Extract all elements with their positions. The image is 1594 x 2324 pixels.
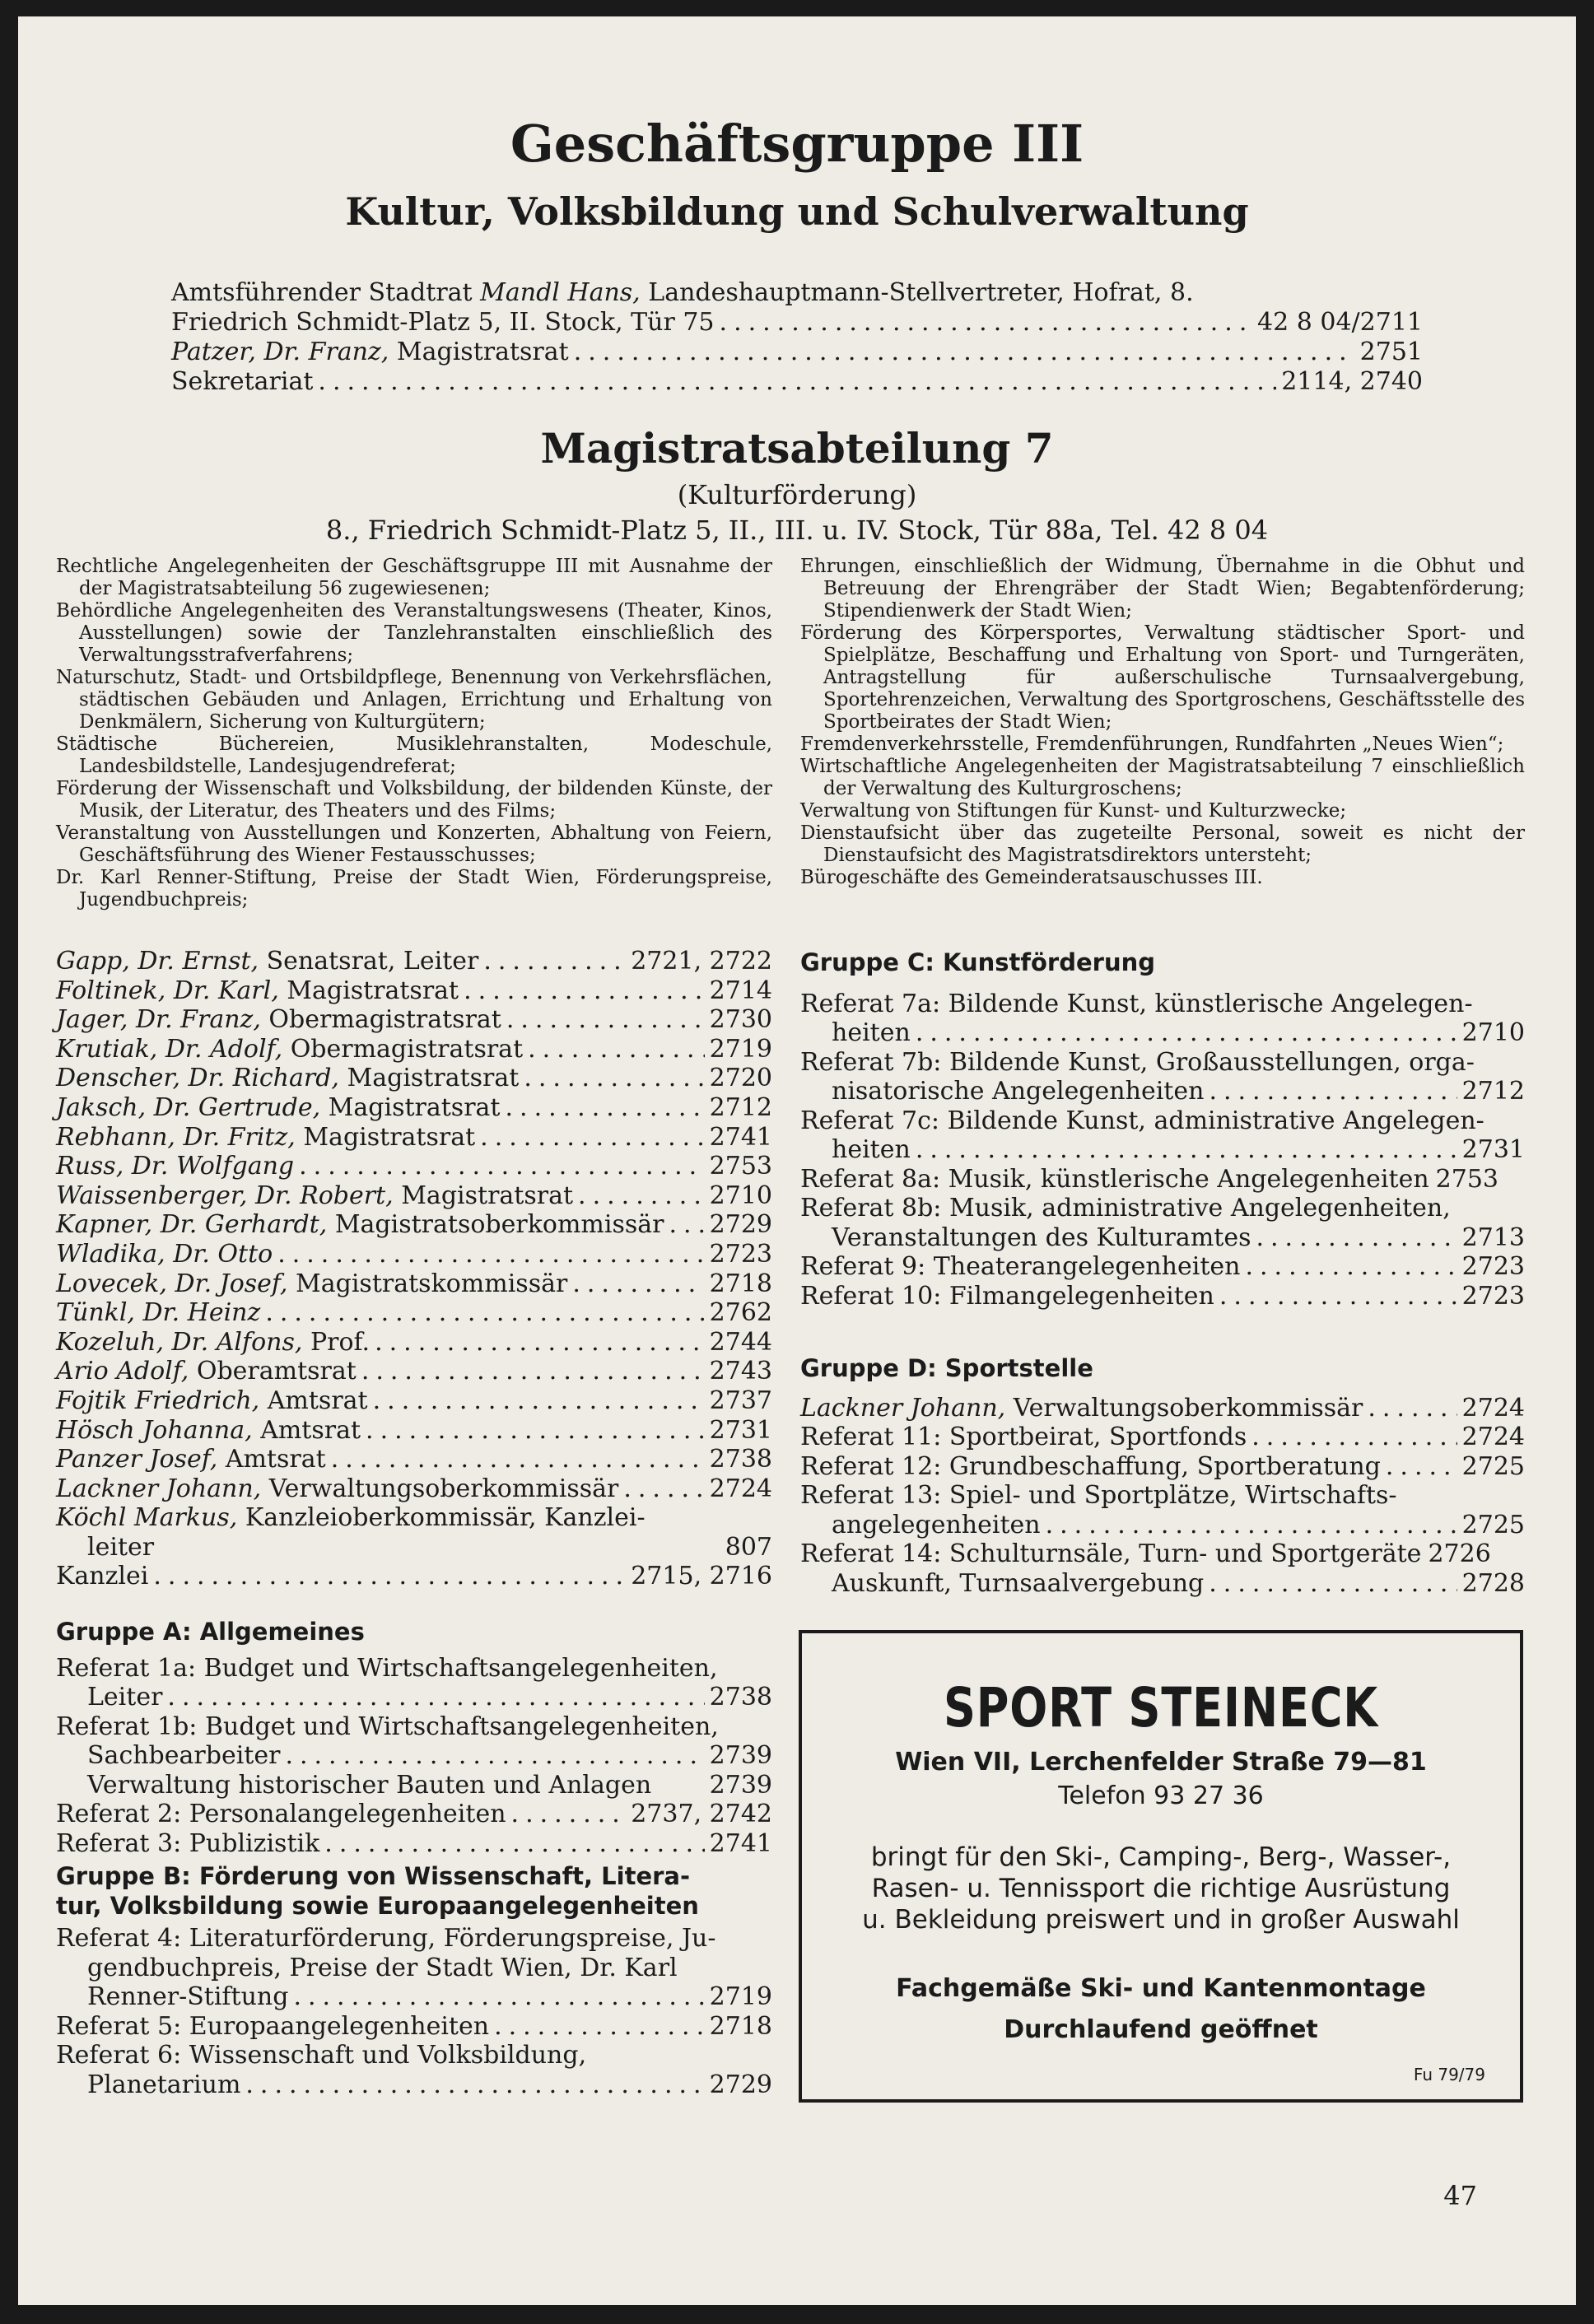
duty-item: Naturschutz, Stadt- und Ortsbildpflege, Benennung von Verkehrsflächen, städtischen Gebäuden und Anlagen, Errichtung und Erhaltung von Denkmälern, Sicherung von Kulturgütern; xyxy=(56,667,772,733)
staff-name: Jaksch, Dr. Gertrude, xyxy=(56,1092,321,1122)
staff-phone: 2730 xyxy=(709,1005,772,1035)
staff-row xyxy=(56,1269,772,1299)
duty-item: Förderung des Körpersportes, Verwaltung städtischer Sport- und Spielplätze, Beschaffung und Erhaltung von Sport- und Turngeräten, Antragstellung für außerschulische Turnsaalvergebung, Sportehrenzeichen, Verwaltung des Sportgroschens, Geschäftsstelle des Sportbeirates der Stadt Wien; xyxy=(800,622,1525,733)
staff-role: Senatsrat, Leiter xyxy=(266,947,479,976)
duty-item: Ehrungen, einschließlich der Widmung, Übernahme in die Obhut und Betreuung der Ehrengräber der Stadt Wien; Begabtenförderung; Stipendienwerk der Stadt Wien; xyxy=(800,556,1525,622)
staff-role: Magistratsoberkommissär xyxy=(334,1210,664,1240)
staff-phone: 2741 xyxy=(709,1122,772,1152)
staff-phone: 2723 xyxy=(709,1239,772,1269)
referat-13: Referat 13: Spiel- und Sportplätze, Wirtschafts- xyxy=(800,1481,1397,1510)
staff-phone: 2721, 2722 xyxy=(631,947,772,976)
staff-name: Lackner Johann, xyxy=(56,1474,262,1503)
staff-phone: 2712 xyxy=(709,1092,772,1122)
staff-phone: 2714 xyxy=(709,976,772,1005)
staff-row xyxy=(56,1035,772,1064)
staff-name: Fojtik Friedrich, xyxy=(56,1386,260,1415)
staff-role: Verwaltungsoberkommissär xyxy=(268,1474,619,1503)
staff-role: Amtsrat xyxy=(260,1415,361,1445)
staff-row xyxy=(56,1181,772,1211)
referat-4: Referat 4: Literaturförderung, Förderungspreise, Ju- xyxy=(56,1924,716,1953)
document-page xyxy=(18,16,1576,2305)
staff-phone: 2710 xyxy=(709,1181,772,1210)
duty-item: Dr. Karl Renner-Stiftung, Preise der Stadt Wien, Förderungspreise, Jugendbuchpreis; xyxy=(56,867,772,911)
referat-3: Referat 3: Publizistik ..... 2741 xyxy=(56,1829,772,1859)
duty-item: Behördliche Angelegenheiten des Veranstaltungswesens (Theater, Kinos, Ausstellungen) sowie der Tanzlehranstalten einschließlich des Verwaltungsstrafverfahrens; xyxy=(56,600,772,666)
staff-name: Denscher, Dr. Richard, xyxy=(56,1064,339,1093)
officer-line-3: Patzer, Dr. Franz, Magistratsrat ..... 2751 xyxy=(171,338,1423,367)
duties-right xyxy=(800,556,1525,889)
staff-role: Magistratsrat xyxy=(328,1092,501,1122)
referat-6: Referat 6: Wissenschaft und Volksbildung, xyxy=(56,2041,587,2070)
department-address: 8., Friedrich Schmidt-Platz 5, II., III. u. IV. Stock, Tür 88a, Tel. 42 8 04 xyxy=(325,515,1269,546)
staff-phone: 2753 xyxy=(709,1152,772,1181)
staff-row xyxy=(56,1474,772,1504)
gruppe-d-heading: Gruppe D: Sportstelle xyxy=(800,1354,1093,1382)
staff-role: Magistratsrat xyxy=(287,976,459,1005)
staff-name: Waissenberger, Dr. Robert, xyxy=(56,1181,394,1210)
ad-services: Fachgemäße Ski- und Kantenmontage Durchlaufend geöffnet xyxy=(896,1974,1426,2044)
staff-role: Oberamtsrat xyxy=(196,1357,357,1386)
ad-phone: Telefon 93 27 36 xyxy=(1058,1781,1264,1810)
staff-name: Wladika, Dr. Otto xyxy=(56,1239,273,1269)
department-subtitle: (Kulturförderung) xyxy=(677,479,917,510)
referat-5: Referat 5: Europaangelegenheiten ..... 2718 xyxy=(56,2012,772,2042)
staff-row xyxy=(56,1416,772,1446)
duty-item: Rechtliche Angelegenheiten der Geschäftsgruppe III mit Ausnahme der der Magistratsabteilung 56 zugewiesenen; xyxy=(56,556,772,599)
staff-role: Amtsrat xyxy=(267,1386,368,1415)
staff-row xyxy=(56,1445,772,1474)
staff-row: Köchl Markus, Kanzleioberkommissär, Kanzlei- xyxy=(56,1503,646,1533)
staff-name: Krutiak, Dr. Adolf, xyxy=(56,1034,283,1064)
staff-phone: 2731 xyxy=(709,1415,772,1445)
ad-code: Fu 79/79 xyxy=(1413,2065,1485,2084)
referat-1b: Referat 1b: Budget und Wirtschaftsangelegenheiten, xyxy=(56,1712,719,1741)
officer-line-4: Sekretariat ..... 2114, 2740 xyxy=(171,367,1423,397)
referat-7c: Referat 7c: Bildende Kunst, administrative Angelegen- xyxy=(800,1106,1484,1135)
gruppe-c-heading: Gruppe C: Kunstförderung xyxy=(800,948,1156,976)
referat-14: Referat 14: Schulturnsäle, Turn- und Sportgeräte 2726 xyxy=(800,1539,1491,1568)
staff-row xyxy=(56,1123,772,1153)
referat-11: Referat 11: Sportbeirat, Sportfonds ..... 2724 xyxy=(800,1423,1525,1452)
kanzlei-row: Kanzlei ..... 2715, 2716 xyxy=(56,1562,772,1591)
staff-phone: 2737 xyxy=(709,1386,772,1415)
advertisement-box xyxy=(799,1630,1523,2103)
duty-item: Städtische Büchereien, Musiklehranstalten, Modeschule, Landesbildstelle, Landesjugendreferat; xyxy=(56,734,772,777)
gruppe-d-lackner: Lackner Johann, Verwaltungsoberkommissär ..... 2724 xyxy=(800,1394,1525,1423)
staff-name: Kozeluh, Dr. Alfons, xyxy=(56,1327,303,1357)
staff-phone: 2724 xyxy=(709,1474,772,1503)
staff-name: Gapp, Dr. Ernst, xyxy=(56,947,259,976)
duty-item: Bürogeschäfte des Gemeinderatsauschusses III. xyxy=(800,867,1263,888)
duty-item: Förderung der Wissenschaft und Volksbildung, der bildenden Künste, der Musik, der Literatur, des Theaters und des Films; xyxy=(56,778,772,822)
staff-row xyxy=(56,1298,772,1328)
staff-role: Magistratsrat xyxy=(347,1064,520,1093)
duty-item: Verwaltung von Stiftungen für Kunst- und Kulturzwecke; xyxy=(800,800,1347,822)
staff-row xyxy=(56,1210,772,1240)
officer-block xyxy=(171,278,1423,397)
gruppe-b: Gruppe B: Förderung von Wissenschaft, Litera- tur, Volksbildung sowie Europaangelegenheiten Referat 4: Literaturförderung, Förderungspreise, Ju- gendbuchpreis, Preise der Stadt Wien, Dr. Karl Renner-Stiftung ..... 2719 Referat 5: Europaangelegenheiten ..... 2718 Referat 6: Wissenschaft und Volksbildung, Planetarium ..... 2729 xyxy=(56,1862,772,2099)
staff-name: Hösch Johanna, xyxy=(56,1415,253,1445)
staff-phone: 2744 xyxy=(709,1327,772,1357)
staff-phone: 2729 xyxy=(709,1210,772,1240)
page-title: Geschäftsgruppe III xyxy=(510,114,1084,174)
gruppe-b-heading-2: tur, Volksbildung sowie Europaangelegenheiten xyxy=(56,1891,699,1920)
officer-line-2: Friedrich Schmidt-Platz 5, II. Stock, Tür 75 ..... 42 8 04/2711 xyxy=(171,308,1423,338)
referat-12: Referat 12: Grundbeschaffung, Sportberatung ..... 2725 xyxy=(800,1452,1525,1482)
referat-7a: Referat 7a: Bildende Kunst, künstlerische Angelegen- xyxy=(800,989,1473,1018)
staff-name: Lovecek, Dr. Josef, xyxy=(56,1269,288,1298)
duty-item: Wirtschaftliche Angelegenheiten der Magistratsabteilung 7 einschließlich der Verwaltung des Kulturgroschens; xyxy=(800,756,1525,799)
staff-phone: 2720 xyxy=(709,1064,772,1093)
ad-body: bringt für den Ski-, Camping-, Berg-, Wasser-, Rasen- u. Tennissport die richtige Ausrüstung u. Bekleidung preiswert und in großer Auswahl xyxy=(862,1842,1460,1935)
referat-8b: Referat 8b: Musik, administrative Angelegenheiten, xyxy=(800,1194,1451,1223)
duty-item: Dienstaufsicht über das zugeteilte Personal, soweit es nicht der Dienstaufsicht des Magistratsdirektors untersteht; xyxy=(800,822,1525,866)
staff-phone: 2738 xyxy=(709,1445,772,1474)
gruppe-a: Gruppe A: Allgemeines Referat 1a: Budget und Wirtschaftsangelegenheiten, Leiter ..... 2738 Referat 1b: Budget und Wirtschaftsangelegenheiten, Sachbearbeiter ..... 2739 Verwaltung historischer Bauten und Anlagen 2739 Referat 2: Personalangelegenheiten ..... 2737, 2742 Referat 3: Publizistik ..... 2741 xyxy=(56,1618,772,1858)
staff-row xyxy=(56,1386,772,1416)
ad-brand: SPORT STEINECK xyxy=(943,1676,1379,1740)
gruppe-c: Gruppe C: Kunstförderung Referat 7a: Bildende Kunst, künstlerische Angelegen- heiten ..... 2710 Referat 7b: Bildende Kunst, Großausstellungen, orga- nisatorische Angelegenheiten ..... 2712 Referat 7c: Bildende Kunst, administrative Angelegen- heiten ..... 2731 Referat 8a: Musik, künstlerische Angelegenheiten 2753 Referat 8b: Musik, administrative Angelegenheiten, Veranstaltungen des Kulturamtes ..... 2713 Referat 9: Theaterangelegenheiten ..... 2723 Referat 10: Filmangelegenheiten ..... 2723 xyxy=(800,948,1525,1311)
referat-1a: Referat 1a: Budget und Wirtschaftsangelegenheiten, xyxy=(56,1653,718,1683)
staff-name: Tünkl, Dr. Heinz xyxy=(56,1298,261,1328)
staff-role: Amtsrat xyxy=(225,1445,326,1474)
staff-row xyxy=(56,947,772,976)
staff-name: Panzer Josef, xyxy=(56,1445,218,1474)
staff-row xyxy=(56,976,772,1006)
staff-role: Prof. xyxy=(310,1327,371,1357)
staff-row xyxy=(56,1152,772,1181)
referat-10: Referat 10: Filmangelegenheiten ..... 2723 xyxy=(800,1282,1525,1311)
staff-role: Obermagistratsrat xyxy=(290,1034,524,1064)
staff-phone: 2718 xyxy=(709,1269,772,1298)
staff-row xyxy=(56,1005,772,1035)
staff-name: Ario Adolf, xyxy=(56,1357,189,1386)
staff-name: Russ, Dr. Wolfgang xyxy=(56,1152,295,1181)
staff-role: Magistratsrat xyxy=(303,1122,476,1152)
staff-row xyxy=(56,1328,772,1358)
staff-row xyxy=(56,1357,772,1386)
gruppe-b-heading-1: Gruppe B: Förderung von Wissenschaft, Litera- xyxy=(56,1862,691,1890)
ad-address: Wien VII, Lerchenfelder Straße 79—81 xyxy=(895,1748,1427,1777)
duty-item: Veranstaltung von Ausstellungen und Konzerten, Abhaltung von Feiern, Geschäftsführung des Wiener Festausschusses; xyxy=(56,822,772,866)
department-title: Magistratsabteilung 7 xyxy=(540,424,1054,473)
staff-row xyxy=(56,1093,772,1123)
staff-list: Gapp, Dr. Ernst, Senatsrat, Leiter ..... 2721, 2722 Foltinek, Dr. Karl, Magistratsrat ..... 2714 Jager, Dr. Franz, Obermagistratsrat ..... 2730 Krutiak, Dr. Adolf, Obermagistratsrat ..... 2719 Denscher, Dr. Richard, Magistratsrat ..... 2720 Jaksch, Dr. Gertrude, Magistratsrat ..... 2712 Rebhann, Dr. Fritz, Magistratsrat ..... 2741 Russ, Dr. Wolfgang ..... 2753 Waissenberger, Dr. Robert, Magistratsrat ..... 2710 Kapner, Dr. Gerhardt, Magistratsoberkommissär ..... 2729 Wladika, Dr. Otto ..... 2723 Lovecek, Dr. Josef, Magistratskommissär ..... 2718 Tünkl, Dr. Heinz ..... 2762 Kozeluh, Dr. Alfons, Prof. ..... 2744 Ario Adolf, Oberamtsrat ..... 2743 Fojtik Friedrich, Amtsrat ..... 2737 Hösch Johanna, Amtsrat ..... 2731 Panzer Josef, Amtsrat ..... 2738 Lackner Johann, Verwaltungsoberkommissär ..... 2724 Köchl Markus, Kanzleioberkommissär, Kanzlei- leiter 807 Kanzlei ..... 2715, 2716 xyxy=(56,947,772,1591)
staff-name: Rebhann, Dr. Fritz, xyxy=(56,1122,296,1152)
staff-row xyxy=(56,1064,772,1093)
officer-line-1: Amtsführender Stadtrat Mandl Hans, Landeshauptmann-Stellvertreter, Hofrat, 8. xyxy=(171,278,1194,307)
staff-role: Magistratskommissär xyxy=(296,1269,568,1298)
referat-7b: Referat 7b: Bildende Kunst, Großausstellungen, orga- xyxy=(800,1047,1475,1077)
page-subtitle: Kultur, Volksbildung und Schulverwaltung xyxy=(345,189,1249,234)
staff-phone: 2762 xyxy=(709,1298,772,1328)
staff-name: Jager, Dr. Franz, xyxy=(56,1005,261,1035)
page-number: 47 xyxy=(1443,2180,1477,2211)
referat-2: Referat 2: Personalangelegenheiten ..... 2737, 2742 xyxy=(56,1800,772,1829)
officer-name: Mandl Hans, xyxy=(480,278,641,307)
staff-phone: 2719 xyxy=(709,1034,772,1064)
gruppe-d: Gruppe D: Sportstelle Lackner Johann, Verwaltungsoberkommissär ..... 2724 Referat 11: Sportbeirat, Sportfonds ..... 2724 Referat 12: Grundbeschaffung, Sportberatung ..... 2725 Referat 13: Spiel- und Sportplätze, Wirtschafts- angelegenheiten ..... 2725 Referat 14: Schulturnsäle, Turn- und Sportgeräte 2726 Auskunft, Turnsaalvergebung ..... 2728 xyxy=(800,1354,1525,1598)
staff-row xyxy=(56,1240,772,1269)
gruppe-a-heading: Gruppe A: Allgemeines xyxy=(56,1618,365,1646)
staff-phone: 2743 xyxy=(709,1357,772,1386)
staff-role: Magistratsrat xyxy=(401,1181,574,1210)
referat-8a: Referat 8a: Musik, künstlerische Angelegenheiten 2753 xyxy=(800,1164,1499,1194)
referat-9: Referat 9: Theaterangelegenheiten ..... 2723 xyxy=(800,1252,1525,1282)
staff-name: Foltinek, Dr. Karl, xyxy=(56,976,279,1005)
duty-item: Fremdenverkehrsstelle, Fremdenführungen, Rundfahrten „Neues Wien“; xyxy=(800,734,1504,755)
duties-left xyxy=(56,556,772,911)
staff-name: Kapner, Dr. Gerhardt, xyxy=(56,1210,328,1240)
staff-role: Obermagistratsrat xyxy=(268,1005,501,1035)
